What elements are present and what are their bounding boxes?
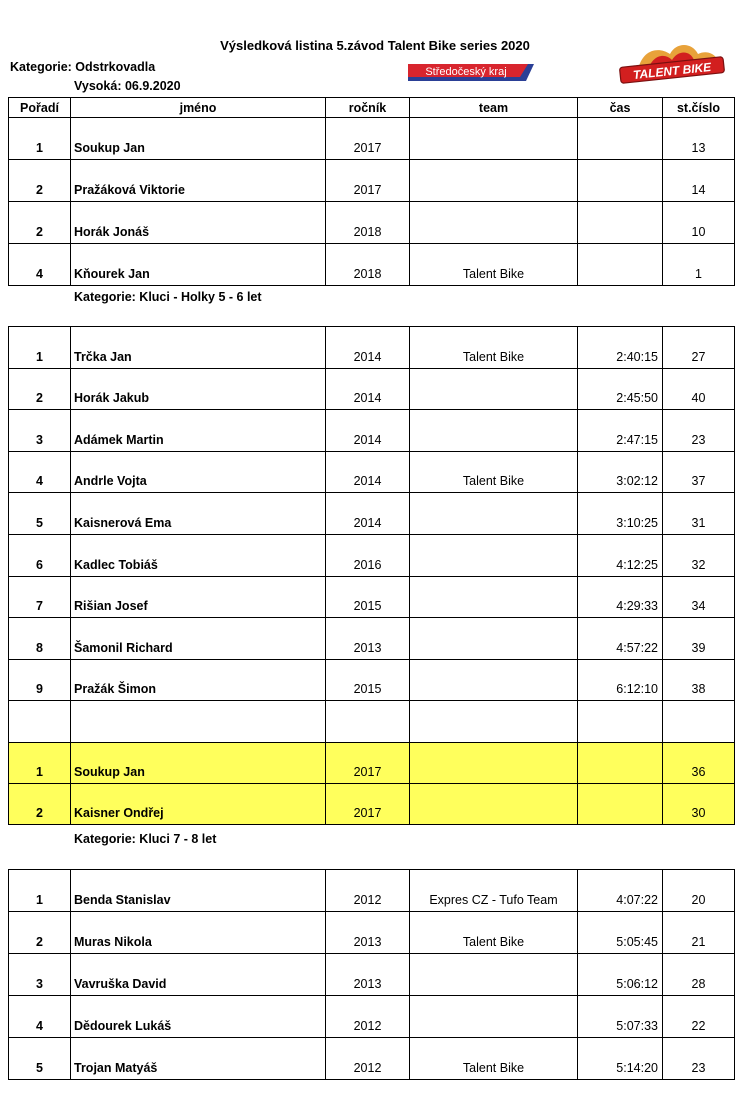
table-row (9, 618, 735, 660)
bib-cell: 32 (663, 534, 735, 576)
rank-cell: 8 (9, 618, 71, 660)
name-cell: Pražáková Viktorie (71, 160, 326, 202)
col-header-rank: Pořadí (9, 98, 71, 118)
rank-cell: 5 (9, 1038, 71, 1080)
table-row (9, 870, 735, 912)
time-cell (578, 202, 663, 244)
team-cell: Talent Bike (410, 451, 578, 493)
time-cell: 3:02:12 (578, 451, 663, 493)
year-cell: 2015 (326, 576, 410, 618)
table-row (9, 701, 735, 743)
team-cell (410, 783, 578, 824)
time-cell: 4:29:33 (578, 576, 663, 618)
team-cell (410, 576, 578, 618)
table-row (9, 912, 735, 954)
team-cell (410, 996, 578, 1038)
logo-text: TALENT BIKE (632, 59, 712, 83)
team-cell: Talent Bike (410, 912, 578, 954)
time-cell: 5:06:12 (578, 954, 663, 996)
team-cell (410, 659, 578, 701)
rank-cell: 3 (9, 410, 71, 452)
year-cell: 2017 (326, 783, 410, 824)
col-header-year: ročník (326, 98, 410, 118)
highlighted-row (9, 742, 735, 783)
bib-cell: 31 (663, 493, 735, 535)
table-header-row (9, 98, 735, 118)
bib-cell: 34 (663, 576, 735, 618)
name-cell: Šamonil Richard (71, 618, 326, 660)
table-row (9, 160, 735, 202)
name-cell: Trojan Matyáš (71, 1038, 326, 1080)
col-header-bib: st.číslo (663, 98, 735, 118)
year-cell: 2014 (326, 493, 410, 535)
year-cell: 2018 (326, 202, 410, 244)
highlighted-row (9, 783, 735, 824)
table-row (9, 202, 735, 244)
rank-cell: 2 (9, 202, 71, 244)
time-cell (578, 742, 663, 783)
name-cell: Horák Jonáš (71, 202, 326, 244)
time-cell: 5:07:33 (578, 996, 663, 1038)
kraj-badge-label: Středočeský kraj (425, 66, 507, 78)
bib-cell: 23 (663, 410, 735, 452)
bib-cell: 22 (663, 996, 735, 1038)
name-cell: Vavruška David (71, 954, 326, 996)
name-cell (71, 701, 326, 743)
col-header-team: team (410, 98, 578, 118)
rank-cell: 7 (9, 576, 71, 618)
bib-cell: 13 (663, 118, 735, 160)
year-cell: 2013 (326, 912, 410, 954)
name-cell: Adámek Martin (71, 410, 326, 452)
time-cell: 6:12:10 (578, 659, 663, 701)
rank-cell: 5 (9, 493, 71, 535)
table-row (9, 368, 735, 410)
time-cell (578, 701, 663, 743)
team-cell (410, 118, 578, 160)
name-cell: Rišian Josef (71, 576, 326, 618)
rank-cell: 1 (9, 327, 71, 369)
talent-bike-logo (618, 40, 726, 88)
bib-cell: 21 (663, 912, 735, 954)
bib-cell: 10 (663, 202, 735, 244)
time-cell (578, 783, 663, 824)
table-row (9, 1038, 735, 1080)
year-cell: 2013 (326, 954, 410, 996)
team-cell: Expres CZ - Tufo Team (410, 870, 578, 912)
table-row (9, 954, 735, 996)
rank-cell: 1 (9, 118, 71, 160)
team-cell (410, 368, 578, 410)
name-cell: Kňourek Jan (71, 244, 326, 286)
table-row (9, 576, 735, 618)
rank-cell: 3 (9, 954, 71, 996)
place-date: Vysoká: 06.9.2020 (74, 79, 181, 93)
rank-cell: 1 (9, 742, 71, 783)
rank-cell: 1 (9, 870, 71, 912)
rank-cell: 4 (9, 996, 71, 1038)
rank-cell (9, 701, 71, 743)
team-cell (410, 618, 578, 660)
rank-cell: 2 (9, 783, 71, 824)
year-cell: 2014 (326, 410, 410, 452)
bib-cell: 14 (663, 160, 735, 202)
bib-cell: 20 (663, 870, 735, 912)
time-cell: 2:47:15 (578, 410, 663, 452)
bib-cell (663, 701, 735, 743)
bib-cell: 27 (663, 327, 735, 369)
time-cell (578, 118, 663, 160)
team-cell: Talent Bike (410, 244, 578, 286)
bib-cell: 40 (663, 368, 735, 410)
rank-cell: 2 (9, 912, 71, 954)
team-cell: Talent Bike (410, 327, 578, 369)
year-cell: 2017 (326, 118, 410, 160)
time-cell: 5:05:45 (578, 912, 663, 954)
page-title: Výsledková listina 5.závod Talent Bike series 2020 (220, 38, 530, 53)
category-title-5-6: Kategorie: Kluci - Holky 5 - 6 let (74, 290, 262, 304)
team-cell (410, 493, 578, 535)
team-cell: Talent Bike (410, 1038, 578, 1080)
name-cell: Trčka Jan (71, 327, 326, 369)
time-cell: 2:40:15 (578, 327, 663, 369)
bib-cell: 38 (663, 659, 735, 701)
year-cell: 2014 (326, 327, 410, 369)
team-cell (410, 202, 578, 244)
table-row (9, 659, 735, 701)
rank-cell: 2 (9, 368, 71, 410)
results-table-7-8 (8, 869, 735, 1080)
team-cell (410, 954, 578, 996)
table-row (9, 118, 735, 160)
name-cell: Soukup Jan (71, 118, 326, 160)
bib-cell: 28 (663, 954, 735, 996)
year-cell: 2017 (326, 160, 410, 202)
rank-cell: 9 (9, 659, 71, 701)
rank-cell: 6 (9, 534, 71, 576)
name-cell: Dědourek Lukáš (71, 996, 326, 1038)
year-cell: 2012 (326, 870, 410, 912)
name-cell: Benda Stanislav (71, 870, 326, 912)
year-cell: 2014 (326, 451, 410, 493)
time-cell: 4:12:25 (578, 534, 663, 576)
table-row (9, 534, 735, 576)
year-cell: 2013 (326, 618, 410, 660)
rank-cell: 2 (9, 160, 71, 202)
year-cell: 2012 (326, 1038, 410, 1080)
name-cell: Soukup Jan (71, 742, 326, 783)
name-cell: Muras Nikola (71, 912, 326, 954)
table-row (9, 493, 735, 535)
col-header-name: jméno (71, 98, 326, 118)
team-cell (410, 701, 578, 743)
time-cell: 4:07:22 (578, 870, 663, 912)
team-cell (410, 410, 578, 452)
bib-cell: 23 (663, 1038, 735, 1080)
table-row (9, 410, 735, 452)
name-cell: Kaisner Ondřej (71, 783, 326, 824)
category-label: Kategorie: Odstrkovadla (10, 60, 156, 74)
name-cell: Kaisnerová Ema (71, 493, 326, 535)
team-cell (410, 742, 578, 783)
time-cell: 2:45:50 (578, 368, 663, 410)
bib-cell: 37 (663, 451, 735, 493)
results-table-5-6 (8, 326, 735, 825)
time-cell: 4:57:22 (578, 618, 663, 660)
year-cell: 2015 (326, 659, 410, 701)
table-row (9, 327, 735, 369)
time-cell: 3:10:25 (578, 493, 663, 535)
year-cell: 2014 (326, 368, 410, 410)
category-title-7-8: Kategorie: Kluci 7 - 8 let (74, 832, 217, 846)
name-cell: Andrle Vojta (71, 451, 326, 493)
rank-cell: 4 (9, 451, 71, 493)
year-cell: 2016 (326, 534, 410, 576)
year-cell: 2012 (326, 996, 410, 1038)
results-table-odstrkovadla (8, 97, 735, 286)
bib-cell: 1 (663, 244, 735, 286)
bib-cell: 39 (663, 618, 735, 660)
col-header-time: čas (578, 98, 663, 118)
bib-cell: 30 (663, 783, 735, 824)
year-cell (326, 701, 410, 743)
rank-cell: 4 (9, 244, 71, 286)
name-cell: Horák Jakub (71, 368, 326, 410)
table-row (9, 996, 735, 1038)
time-cell: 5:14:20 (578, 1038, 663, 1080)
table-row (9, 244, 735, 286)
team-cell (410, 534, 578, 576)
table-row (9, 451, 735, 493)
name-cell: Pražák Šimon (71, 659, 326, 701)
kraj-badge (408, 64, 534, 81)
team-cell (410, 160, 578, 202)
time-cell (578, 244, 663, 286)
time-cell (578, 160, 663, 202)
year-cell: 2017 (326, 742, 410, 783)
name-cell: Kadlec Tobiáš (71, 534, 326, 576)
year-cell: 2018 (326, 244, 410, 286)
bib-cell: 36 (663, 742, 735, 783)
